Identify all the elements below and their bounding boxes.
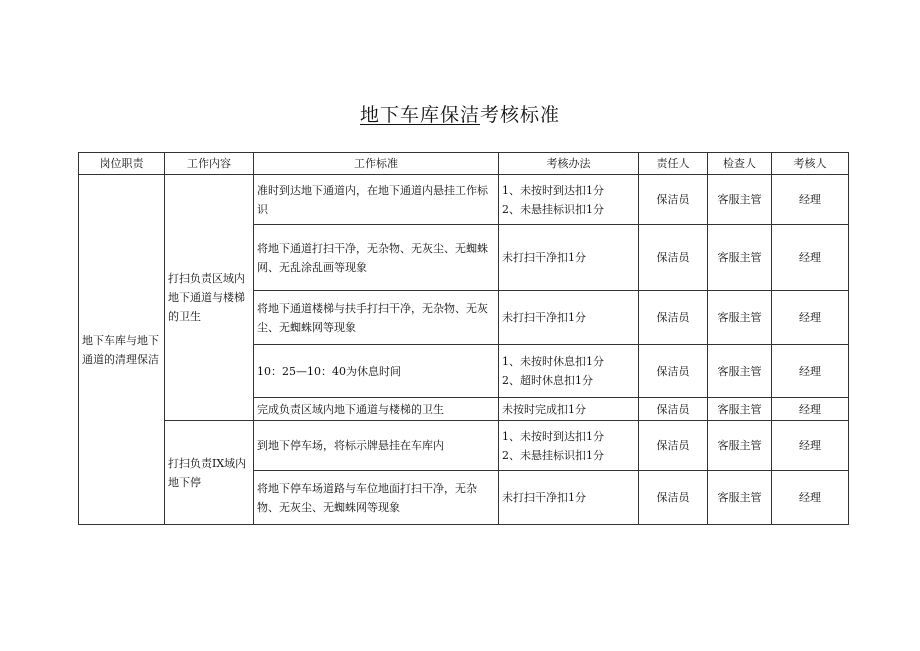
method-cell	[499, 175, 639, 225]
assessor-cell: 经理	[772, 471, 849, 525]
method-line: 未打扫干净扣1分	[502, 491, 586, 504]
assessor-cell: 经理	[772, 291, 849, 345]
standard-cell: 完成负责区域内地下通道与楼梯的卫生	[254, 398, 499, 421]
checker-cell: 客服主管	[708, 225, 772, 291]
assessor-cell: 经理	[772, 345, 849, 398]
standard-cell: 准时到达地下通道内，在地下通道内悬挂工作标识	[254, 175, 499, 225]
method-cell	[499, 225, 639, 291]
method-cell	[499, 471, 639, 525]
content-cell: 打扫负责区域内地下通道与楼梯的卫生	[165, 175, 254, 421]
method-cell	[499, 291, 639, 345]
header-duty: 岗位职责	[79, 153, 165, 175]
header-content: 工作内容	[165, 153, 254, 175]
method-line: 1、未按时休息扣1分	[502, 355, 604, 368]
title-underlined: 地下车库保洁	[359, 104, 480, 126]
standard-cell: 到地下停车场，将标示牌悬挂在车库内	[254, 421, 499, 471]
standard-cell: 将地下通道楼梯与扶手打扫干净，无杂物、无灰尘、无蜘蛛网等现象	[254, 291, 499, 345]
header-method: 考核办法	[499, 153, 639, 175]
title-rest: 考核标准	[480, 104, 561, 126]
assessor-cell: 经理	[772, 421, 849, 471]
method-line: 未打扫干净扣1分	[502, 311, 586, 324]
checker-cell: 客服主管	[708, 471, 772, 525]
content-cell: 打扫负责IX域内地下停	[165, 421, 254, 525]
table-row	[79, 421, 849, 471]
method-cell	[499, 421, 639, 471]
responsible-cell: 保洁员	[639, 421, 708, 471]
method-line: 1、未按时到达扣1分	[502, 429, 604, 443]
responsible-cell: 保洁员	[639, 471, 708, 525]
responsible-cell: 保洁员	[639, 398, 708, 421]
header-assessor: 考核人	[772, 153, 849, 175]
method-line: 未按时完成扣1分	[502, 402, 586, 416]
checker-cell: 客服主管	[708, 345, 772, 398]
method-cell	[499, 345, 639, 398]
header-responsible: 责任人	[639, 153, 708, 175]
standard-cell: 将地下通道打扫干净，无杂物、无灰尘、无蜘蛛网、无乱涂乱画等现象	[254, 225, 499, 291]
checker-cell: 客服主管	[708, 175, 772, 225]
responsible-cell: 保洁员	[639, 225, 708, 291]
responsible-cell: 保洁员	[639, 175, 708, 225]
page-title	[0, 100, 920, 127]
responsible-cell: 保洁员	[639, 345, 708, 398]
standard-cell: 将地下停车场道路与车位地面打扫干净，无杂物、无灰尘、无蜘蛛网等现象	[254, 471, 499, 525]
responsible-cell: 保洁员	[639, 291, 708, 345]
method-cell	[499, 398, 639, 421]
method-line: 未打扫干净扣1分	[502, 251, 586, 264]
method-line: 2、超时休息扣1分	[502, 374, 593, 387]
assessor-cell: 经理	[772, 398, 849, 421]
checker-cell: 客服主管	[708, 398, 772, 421]
checker-cell: 客服主管	[708, 421, 772, 471]
assessor-cell: 经理	[772, 225, 849, 291]
duty-cell: 地下车库与地下通道的清理保洁	[79, 175, 165, 525]
assessment-table	[78, 152, 849, 525]
assessor-cell: 经理	[772, 175, 849, 225]
header-checker: 检查人	[708, 153, 772, 175]
header-standard: 工作标准	[254, 153, 499, 175]
header-row	[79, 153, 849, 175]
standard-cell: 10：25—10：40为休息时间	[254, 345, 499, 398]
method-line: 2、未悬挂标识扣1分	[502, 202, 604, 216]
checker-cell: 客服主管	[708, 291, 772, 345]
method-line: 1、未按时到达扣1分	[502, 183, 604, 197]
table-row	[79, 175, 849, 225]
method-line: 2、未悬挂标识扣1分	[502, 448, 604, 462]
